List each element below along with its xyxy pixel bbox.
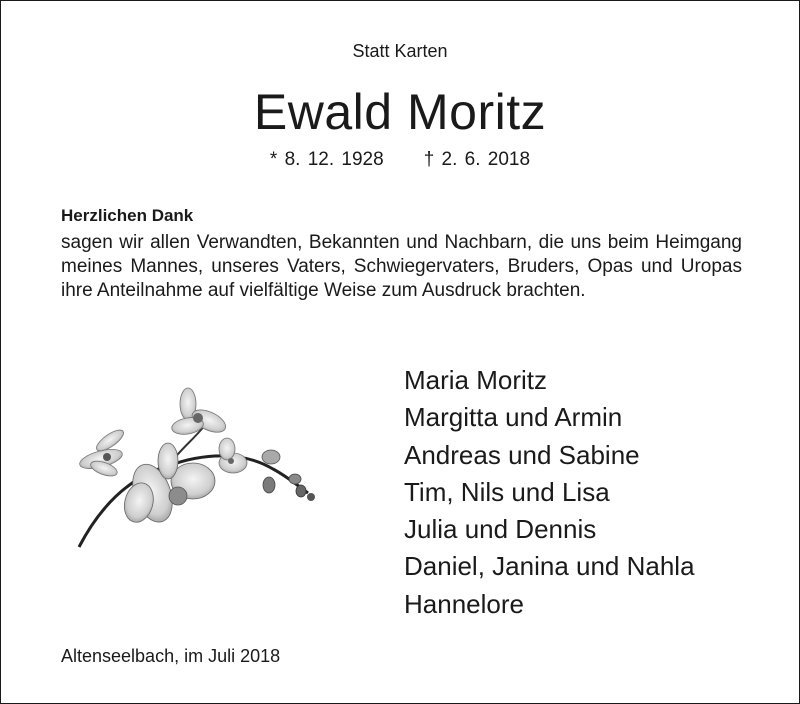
signatory-list	[404, 362, 695, 623]
thanks-heading: Herzlichen Dank	[61, 206, 194, 225]
signatory: Tim, Nils und Lisa	[404, 476, 610, 507]
death-date: † 2. 6. 2018	[423, 149, 531, 170]
signatory: Maria Moritz	[404, 365, 548, 395]
deceased-name: Ewald Moritz	[253, 84, 547, 140]
life-dates	[1, 149, 799, 171]
signatory: Andreas und Sabine	[404, 439, 640, 470]
signatory: Julia und Dennis	[404, 514, 597, 545]
place-and-date: Altenseelbach, im Juli 2018	[61, 646, 281, 666]
thanks-paragraph: sagen wir allen Verwandten, Bekannten und Nachbarn, die uns beim Heimgang meines Mannes, unseres Vaters, Schwiegervaters, Bruders, Opas und Uropas ihre Anteilnahme auf vielfältige Weise zum Ausdruck brachten.	[61, 232, 742, 301]
birth-date: * 8. 12. 1928	[269, 149, 384, 170]
signatory: Margitta und Armin	[404, 402, 623, 433]
orchid-branch-image	[73, 381, 333, 551]
thanks-text	[61, 204, 742, 303]
pre-title: Statt Karten	[352, 41, 448, 61]
signatory: Hannelore	[404, 588, 524, 619]
signatory: Daniel, Janina und Nahla	[404, 551, 695, 582]
